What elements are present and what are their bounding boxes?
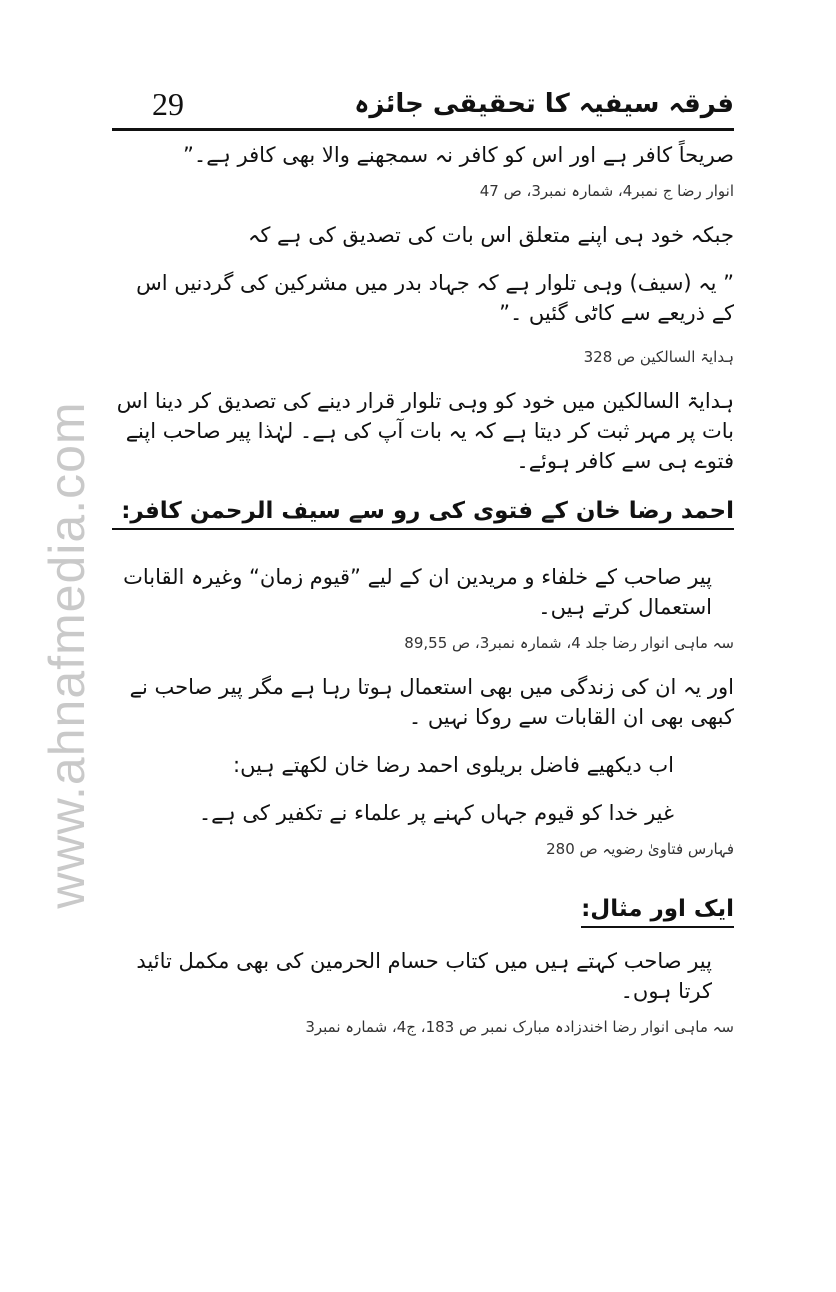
running-title: فرقہ سیفیہ کا تحقیقی جائزہ (354, 89, 734, 119)
section-heading-1-rule (112, 494, 734, 530)
watermark: www.ahnafmedia.com (39, 401, 95, 909)
reference-5: سہ ماہی انوار رضا اخندزادہ مبارک نمبر ص 183، ج4، شمارہ نمبر3 (305, 1018, 734, 1036)
paragraph-6: اور یہ ان کی زندگی میں بھی استعمال ہوتا رہا ہے مگر پیر صاحب نے کبھی بھی ان القابات سے روکا نہیں ۔ (129, 675, 734, 729)
page-number: 29 (152, 86, 184, 122)
paragraph-9: پیر صاحب کہتے ہیں میں کتاب حسام الحرمین کی بھی مکمل تائید کرتا ہوں۔ (136, 949, 712, 1003)
paragraph-1: صریحاً کافر ہے اور اس کو کافر نہ سمجھنے والا بھی کافر ہے۔” (183, 143, 734, 167)
reference-3: سہ ماہی انوار رضا جلد 4، شمارہ نمبر3، ص 89,55 (404, 634, 734, 652)
reference-2: ہدایۃ السالکین ص 328 (583, 348, 734, 366)
page-body (112, 140, 734, 1038)
paragraph-8: غیر خدا کو قیوم جہاں کہنے پر علماء نے تکفیر کی ہے۔ (198, 801, 674, 825)
section-heading-1: احمد رضا خان کے فتوی کی رو سے سیف الرحمن کافر: (121, 498, 734, 524)
page-header (112, 80, 734, 131)
paragraph-5: پیر صاحب کے خلفاء و مریدین ان کے لیے ”قیوم زمان“ وغیرہ القابات استعمال کرتے ہیں۔ (123, 565, 712, 619)
quote-paragraph: ” یہ (سیف) وہی تلوار ہے کہ جہاد بدر میں مشرکین کی گردنیں اس کے ذریعے سے کاٹی گئیں ۔” (136, 271, 734, 325)
section-heading-2: ایک اور مثال: (581, 892, 734, 928)
paragraph-7: اب دیکھیے فاضل بریلوی احمد رضا خان لکھتے ہیں: (233, 753, 674, 777)
reference-4: فہارس فتاویٰ رضویہ ص 280 (546, 840, 734, 858)
paragraph-4: ہدایۃ السالکین میں خود کو وہی تلوار قرار دینے کی تصدیق کر دینا اس بات پر مہر ثبت کر دیتا ہے کہ یہ بات آپ کی ہے۔ لہٰذا پیر صاحب اپنے فتوے ہی سے کافر ہوئے۔ (116, 389, 734, 473)
paragraph-2: جبکہ خود ہی اپنے متعلق اس بات کی تصدیق کی ہے کہ (248, 223, 734, 247)
reference-1: انوار رضا ج نمبر4، شمارہ نمبر3، ص 47 (479, 182, 734, 200)
